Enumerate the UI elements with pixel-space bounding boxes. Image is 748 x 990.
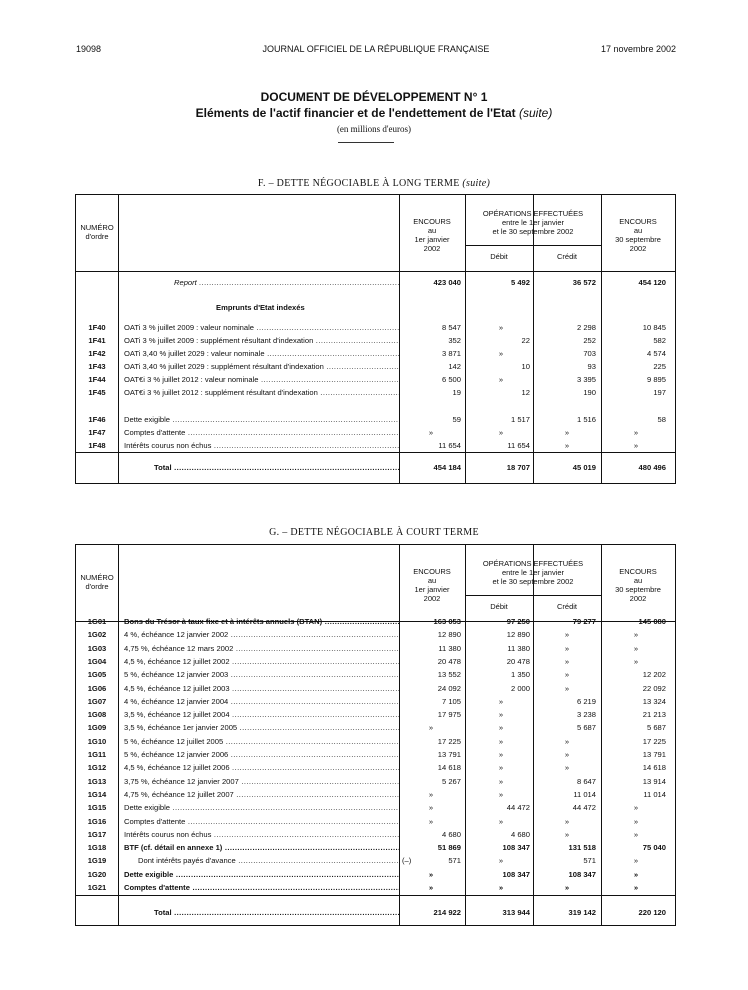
table-row <box>76 789 675 801</box>
row-encours-fin: 22 092 <box>642 683 666 693</box>
row-credit: » <box>564 736 570 746</box>
row-encours-debut: 571 <box>448 856 461 866</box>
row-encours-debut: 14 618 <box>437 763 461 773</box>
row-credit: 2 298 <box>576 323 596 332</box>
row-label: Comptes d'attente ..... <box>124 882 400 894</box>
table-row <box>76 736 675 748</box>
header-encours-fin: ENCOURS au 30 septembre 2002 <box>615 567 661 603</box>
row-credit: » <box>564 643 570 653</box>
row-encours-fin: 13 324 <box>642 696 666 706</box>
table-row <box>76 440 675 452</box>
row-debit: 313 944 <box>502 908 530 917</box>
table-row <box>76 776 675 788</box>
row-label: OATi 3 % juillet 2009 : valeur nominale ..... <box>124 322 400 334</box>
row-label: 3,5 %, échéance 1er janvier 2005 ..... <box>124 722 400 734</box>
row-label: Dont intérêts payés d'avance ..... <box>124 855 400 867</box>
row-debit: 11 654 <box>507 441 530 450</box>
operations-rule <box>465 595 601 596</box>
row-credit: » <box>564 670 570 680</box>
row-debit: 10 <box>521 362 530 371</box>
header-encours-fin: ENCOURS au 30 septembre 2002 <box>615 217 661 253</box>
row-encours-fin: 13 791 <box>642 750 666 759</box>
row-encours-debut: 17 975 <box>437 710 461 720</box>
header-encours-debut: ENCOURS au 1er janvier 2002 <box>413 567 451 603</box>
row-credit: 5 687 <box>576 723 596 733</box>
table-row <box>76 749 675 761</box>
row-encours-fin: » <box>633 816 639 826</box>
row-encours-fin: 582 <box>653 336 666 345</box>
row-encours-debut: 13 552 <box>437 670 461 680</box>
table-row <box>76 907 675 919</box>
row-encours-fin: 9 895 <box>646 375 666 384</box>
row-credit: 108 347 <box>568 869 596 879</box>
row-label: Comptes d'attente ..... <box>124 427 400 439</box>
row-label: Total ..... <box>124 907 400 919</box>
page-number: 19098 <box>76 44 102 54</box>
row-encours-debut: 20 478 <box>437 656 461 666</box>
row-encours-fin: » <box>633 656 639 666</box>
row-encours-fin: » <box>633 803 639 813</box>
row-label: 4 %, échéance 12 janvier 2004 ..... <box>124 696 400 708</box>
table-row <box>76 709 675 721</box>
row-label: Intérêts courus non échus ..... <box>124 829 400 841</box>
header-operations: OPÉRATIONS EFFECTUÉES entre le 1er janvier et le 30 septembre 2002 <box>482 559 584 586</box>
row-debit: » <box>498 696 504 706</box>
row-code: 1G20 <box>87 869 107 879</box>
row-encours-fin: » <box>633 643 639 653</box>
row-credit: 79 277 <box>572 617 596 626</box>
row-encours-debut: » <box>428 883 434 892</box>
row-debit: 108 347 <box>502 843 530 853</box>
row-label: Comptes d'attente ..... <box>124 816 400 828</box>
row-encours-fin: 5 687 <box>646 723 666 733</box>
table-row <box>76 869 675 881</box>
row-debit: » <box>498 776 504 786</box>
row-encours-fin: » <box>633 829 639 839</box>
row-debit: 18 707 <box>506 463 530 472</box>
row-encours-debut: 214 922 <box>433 908 461 917</box>
table-row <box>76 816 675 828</box>
row-label: OAT€i 3 % juillet 2012 : supplément résultant d'indexation ..... <box>124 387 400 399</box>
row-code: 1G19 <box>87 856 107 866</box>
row-encours-fin: 4 574 <box>646 349 666 358</box>
row-debit: 20 478 <box>506 656 530 666</box>
table-row <box>76 802 675 814</box>
row-encours-fin: » <box>633 883 639 892</box>
table-row <box>76 683 675 695</box>
header-numero: NUMÉRO d'ordre <box>80 223 114 241</box>
row-debit: » <box>498 883 504 892</box>
row-encours-debut: 454 184 <box>433 463 461 472</box>
row-encours-debut: 12 890 <box>437 630 461 640</box>
row-label: 4,75 %, échéance 12 juillet 2007 ..... <box>124 789 400 801</box>
row-label: Dette exigible ..... <box>124 414 400 426</box>
row-debit: » <box>498 750 504 759</box>
row-encours-fin: 12 202 <box>642 670 666 680</box>
row-encours-fin: » <box>633 428 639 437</box>
row-debit: 44 472 <box>506 803 530 813</box>
row-credit: 131 518 <box>568 843 596 853</box>
table-row <box>76 387 675 399</box>
row-label: 4,5 %, échéance 12 juillet 2002 ..... <box>124 656 400 668</box>
header-numero: NUMÉRO d'ordre <box>80 573 114 591</box>
table-row <box>76 322 675 334</box>
row-label: BTF (cf. détail en annexe 1) ..... <box>124 842 400 854</box>
row-credit: » <box>564 816 570 826</box>
operations-rule <box>465 245 601 246</box>
row-code: 1G16 <box>87 816 107 826</box>
row-label: Bons du Trésor à taux fixe et à intérêts annuels (BTAN) ..... <box>124 616 400 628</box>
header-rule <box>76 271 675 272</box>
row-code: 1G09 <box>87 723 107 733</box>
row-code: 1F47 <box>88 428 106 437</box>
row-credit: 6 219 <box>576 696 596 706</box>
row-code: 1G17 <box>87 829 107 839</box>
subheading-label: Emprunts d'Etat indexés <box>216 303 305 312</box>
row-encours-fin: 10 845 <box>642 323 666 332</box>
row-encours-fin: 14 618 <box>642 763 666 773</box>
row-code: 1G15 <box>87 803 107 813</box>
row-encours-fin: 58 <box>657 415 666 424</box>
table-row <box>76 722 675 734</box>
row-code: 1F48 <box>88 441 106 450</box>
row-debit: 22 <box>521 336 530 345</box>
row-code: 1F46 <box>88 415 106 424</box>
row-encours-fin: 454 120 <box>638 278 666 287</box>
row-code: 1G12 <box>87 763 107 773</box>
row-label: 4,5 %, échéance 12 juillet 2006 ..... <box>124 762 400 774</box>
document-title: DOCUMENT DE DÉVELOPPEMENT N° 1 <box>260 90 488 104</box>
table-row <box>76 829 675 841</box>
row-debit: 11 380 <box>507 643 530 653</box>
row-debit: » <box>498 349 504 358</box>
header-credit: Crédit <box>556 602 577 611</box>
row-code: 1G21 <box>87 883 107 892</box>
row-debit: 12 890 <box>506 630 530 640</box>
section-f-title: F. – DETTE NÉGOCIABLE À LONG TERME (suite) <box>257 178 491 189</box>
row-label: OATi 3,40 % juillet 2029 : valeur nominale ..... <box>124 348 400 360</box>
section-g-title: G. – DETTE NÉGOCIABLE À COURT TERME <box>269 527 479 538</box>
table-row <box>76 842 675 854</box>
row-credit: 44 472 <box>572 803 596 813</box>
row-code: 1G06 <box>87 683 107 693</box>
row-encours-debut: 5 267 <box>441 776 461 786</box>
row-code: 1G07 <box>87 696 107 706</box>
row-label: 5 %, échéance 12 janvier 2003 ..... <box>124 669 400 681</box>
row-debit: 2 000 <box>510 683 530 693</box>
row-debit: 1 350 <box>510 670 530 680</box>
row-code: 1G14 <box>87 789 107 799</box>
row-debit: 5 492 <box>510 278 530 287</box>
row-encours-fin: 75 040 <box>642 843 666 853</box>
row-encours-fin: 13 914 <box>642 776 666 786</box>
row-label: Total ..... <box>124 462 400 474</box>
row-encours-fin: 220 120 <box>638 908 666 917</box>
row-debit: » <box>498 816 504 826</box>
row-debit: » <box>498 736 504 746</box>
table-row <box>76 277 675 289</box>
row-credit: » <box>564 656 570 666</box>
row-encours-fin: » <box>633 869 639 879</box>
row-label: OATi 3,40 % juillet 2029 : supplément résultant d'indexation ..... <box>124 361 400 373</box>
row-credit: 8 647 <box>576 776 596 786</box>
publication-date: 17 novembre 2002 <box>600 44 676 54</box>
row-label: 3,75 %, échéance 12 janvier 2007 ..... <box>124 776 400 788</box>
row-label: 5 %, échéance 12 juillet 2005 ..... <box>124 736 400 748</box>
total-rule <box>76 895 675 896</box>
table-row <box>76 361 675 373</box>
row-debit: » <box>498 723 504 733</box>
table-row <box>76 656 675 668</box>
row-encours-fin: 145 080 <box>638 617 666 626</box>
row-debit: » <box>498 710 504 720</box>
row-credit: » <box>564 883 570 892</box>
row-code: 1F40 <box>88 323 106 332</box>
row-encours-debut: 352 <box>448 336 461 345</box>
row-encours-debut: 17 225 <box>437 736 461 746</box>
row-code: 1G04 <box>87 656 107 666</box>
row-encours-debut: 11 654 <box>438 441 461 450</box>
row-credit: 319 142 <box>568 908 596 917</box>
table-row <box>76 629 675 641</box>
row-encours-debut: » <box>428 723 434 733</box>
row-encours-debut: 7 105 <box>441 696 461 706</box>
row-debit: » <box>498 375 504 384</box>
table-row <box>76 882 675 894</box>
table-row <box>76 855 675 867</box>
table-row <box>76 427 675 439</box>
row-code: 1G18 <box>87 843 107 853</box>
row-encours-fin: 17 225 <box>642 736 666 746</box>
header-credit: Crédit <box>556 252 577 261</box>
row-debit: » <box>498 789 504 799</box>
table-row <box>76 669 675 681</box>
row-label: 4 %, échéance 12 janvier 2002 ..... <box>124 629 400 641</box>
subheading-row <box>76 302 675 314</box>
row-encours-fin: » <box>633 441 639 450</box>
row-encours-fin: » <box>633 630 639 640</box>
row-encours-fin: 11 014 <box>643 789 666 799</box>
table-row <box>76 335 675 347</box>
row-encours-fin: » <box>633 856 639 866</box>
row-credit: 703 <box>583 349 596 358</box>
row-credit: 3 238 <box>576 710 596 720</box>
row-encours-fin: 225 <box>653 362 666 371</box>
row-credit: » <box>564 763 570 773</box>
row-credit: 571 <box>583 856 596 866</box>
row-code: 1G03 <box>87 643 107 653</box>
row-credit: 1 516 <box>576 415 596 424</box>
row-label: OAT€i 3 % juillet 2012 : valeur nominale ..... <box>124 374 400 386</box>
header-debit: Débit <box>490 602 508 611</box>
row-code: 1G02 <box>87 630 107 640</box>
table-row <box>76 696 675 708</box>
row-encours-debut: 8 547 <box>441 323 461 332</box>
row-credit: » <box>564 441 570 450</box>
row-credit: 190 <box>583 388 596 397</box>
row-label: Intérêts courus non échus ..... <box>124 440 400 452</box>
row-code: 1G13 <box>87 776 107 786</box>
row-encours-debut: » <box>428 816 434 826</box>
row-credit: » <box>564 428 570 437</box>
row-debit: 97 250 <box>506 617 530 626</box>
total-rule <box>76 452 675 453</box>
row-code: 1F44 <box>88 375 106 384</box>
title-divider <box>338 142 394 143</box>
header-debit: Débit <box>490 252 508 261</box>
row-encours-debut: 142 <box>448 362 461 371</box>
row-credit: 252 <box>583 336 596 345</box>
row-encours-debut: » <box>428 803 434 813</box>
row-encours-debut: » <box>428 428 434 437</box>
row-code: 1F42 <box>88 349 106 358</box>
row-label: 4,75 %, échéance 12 mars 2002 ..... <box>124 643 400 655</box>
journal-title: JOURNAL OFFICIEL DE LA RÉPUBLIQUE FRANÇAISE <box>262 44 490 54</box>
row-label: 5 %, échéance 12 janvier 2006 ..... <box>124 749 400 761</box>
header-encours-debut: ENCOURS au 1er janvier 2002 <box>413 217 451 253</box>
row-credit: » <box>564 683 570 693</box>
row-debit: 12 <box>521 388 530 397</box>
row-label: Report ..... <box>124 277 400 289</box>
row-label: Dette exigible ..... <box>124 802 400 814</box>
row-credit: 36 572 <box>572 278 596 287</box>
table-row <box>76 374 675 386</box>
row-code: 1G08 <box>87 710 107 720</box>
row-code: 1G01 <box>87 617 107 626</box>
table-row <box>76 643 675 655</box>
row-code: 1G05 <box>87 670 107 680</box>
row-debit: » <box>498 323 504 332</box>
row-label: 4,5 %, échéance 12 juillet 2003 ..... <box>124 683 400 695</box>
row-encours-fin: 21 213 <box>642 710 666 720</box>
units-note: (en millions d'euros) <box>336 124 412 134</box>
row-encours-fin: 480 496 <box>638 463 666 472</box>
row-encours-debut: 163 053 <box>433 617 461 626</box>
row-debit: 4 680 <box>510 829 530 839</box>
row-code: 1G11 <box>87 750 107 759</box>
document-subtitle: Eléments de l'actif financier et de l'endettement de l'Etat (suite) <box>195 106 553 120</box>
row-encours-debut: 11 380 <box>438 643 461 653</box>
row-encours-debut: » <box>428 869 434 879</box>
row-prefix: (–) <box>402 856 412 866</box>
table-row <box>76 348 675 360</box>
row-debit: 1 517 <box>510 415 530 424</box>
row-encours-fin: 197 <box>653 388 666 397</box>
row-credit: 3 395 <box>576 375 596 384</box>
row-code: 1F41 <box>88 336 106 345</box>
table-row <box>76 616 675 628</box>
row-credit: » <box>564 829 570 839</box>
row-encours-debut: 13 791 <box>437 750 461 759</box>
header-operations: OPÉRATIONS EFFECTUÉES entre le 1er janvier et le 30 septembre 2002 <box>482 209 584 236</box>
row-encours-debut: 59 <box>452 415 461 424</box>
row-encours-debut: 3 871 <box>441 349 461 358</box>
table-row <box>76 762 675 774</box>
row-credit: » <box>564 630 570 640</box>
row-credit: 11 014 <box>573 789 596 799</box>
row-label: Dette exigible ..... <box>124 869 400 881</box>
row-encours-debut: » <box>428 789 434 799</box>
row-credit: 93 <box>587 362 596 371</box>
row-code: 1F43 <box>88 362 106 371</box>
row-code: 1G10 <box>87 736 107 746</box>
row-debit: » <box>498 428 504 437</box>
table-row <box>76 462 675 474</box>
row-label: 3,5 %, échéance 12 juillet 2004 ..... <box>124 709 400 721</box>
row-debit: » <box>498 763 504 773</box>
row-debit: » <box>498 856 504 866</box>
row-encours-debut: 423 040 <box>433 278 461 287</box>
row-encours-debut: 24 092 <box>437 683 461 693</box>
row-code: 1F45 <box>88 388 106 397</box>
row-encours-debut: 6 500 <box>441 375 461 384</box>
row-encours-debut: 19 <box>452 388 461 397</box>
table-section-f <box>75 194 676 484</box>
row-credit: » <box>564 750 570 759</box>
row-credit: 45 019 <box>572 463 596 472</box>
table-section-g <box>75 544 676 926</box>
table-row <box>76 414 675 426</box>
row-encours-debut: 51 869 <box>437 843 461 853</box>
row-debit: 108 347 <box>502 869 530 879</box>
row-label: OATi 3 % juillet 2009 : supplément résultant d'indexation ..... <box>124 335 400 347</box>
row-encours-debut: 4 680 <box>441 829 461 839</box>
